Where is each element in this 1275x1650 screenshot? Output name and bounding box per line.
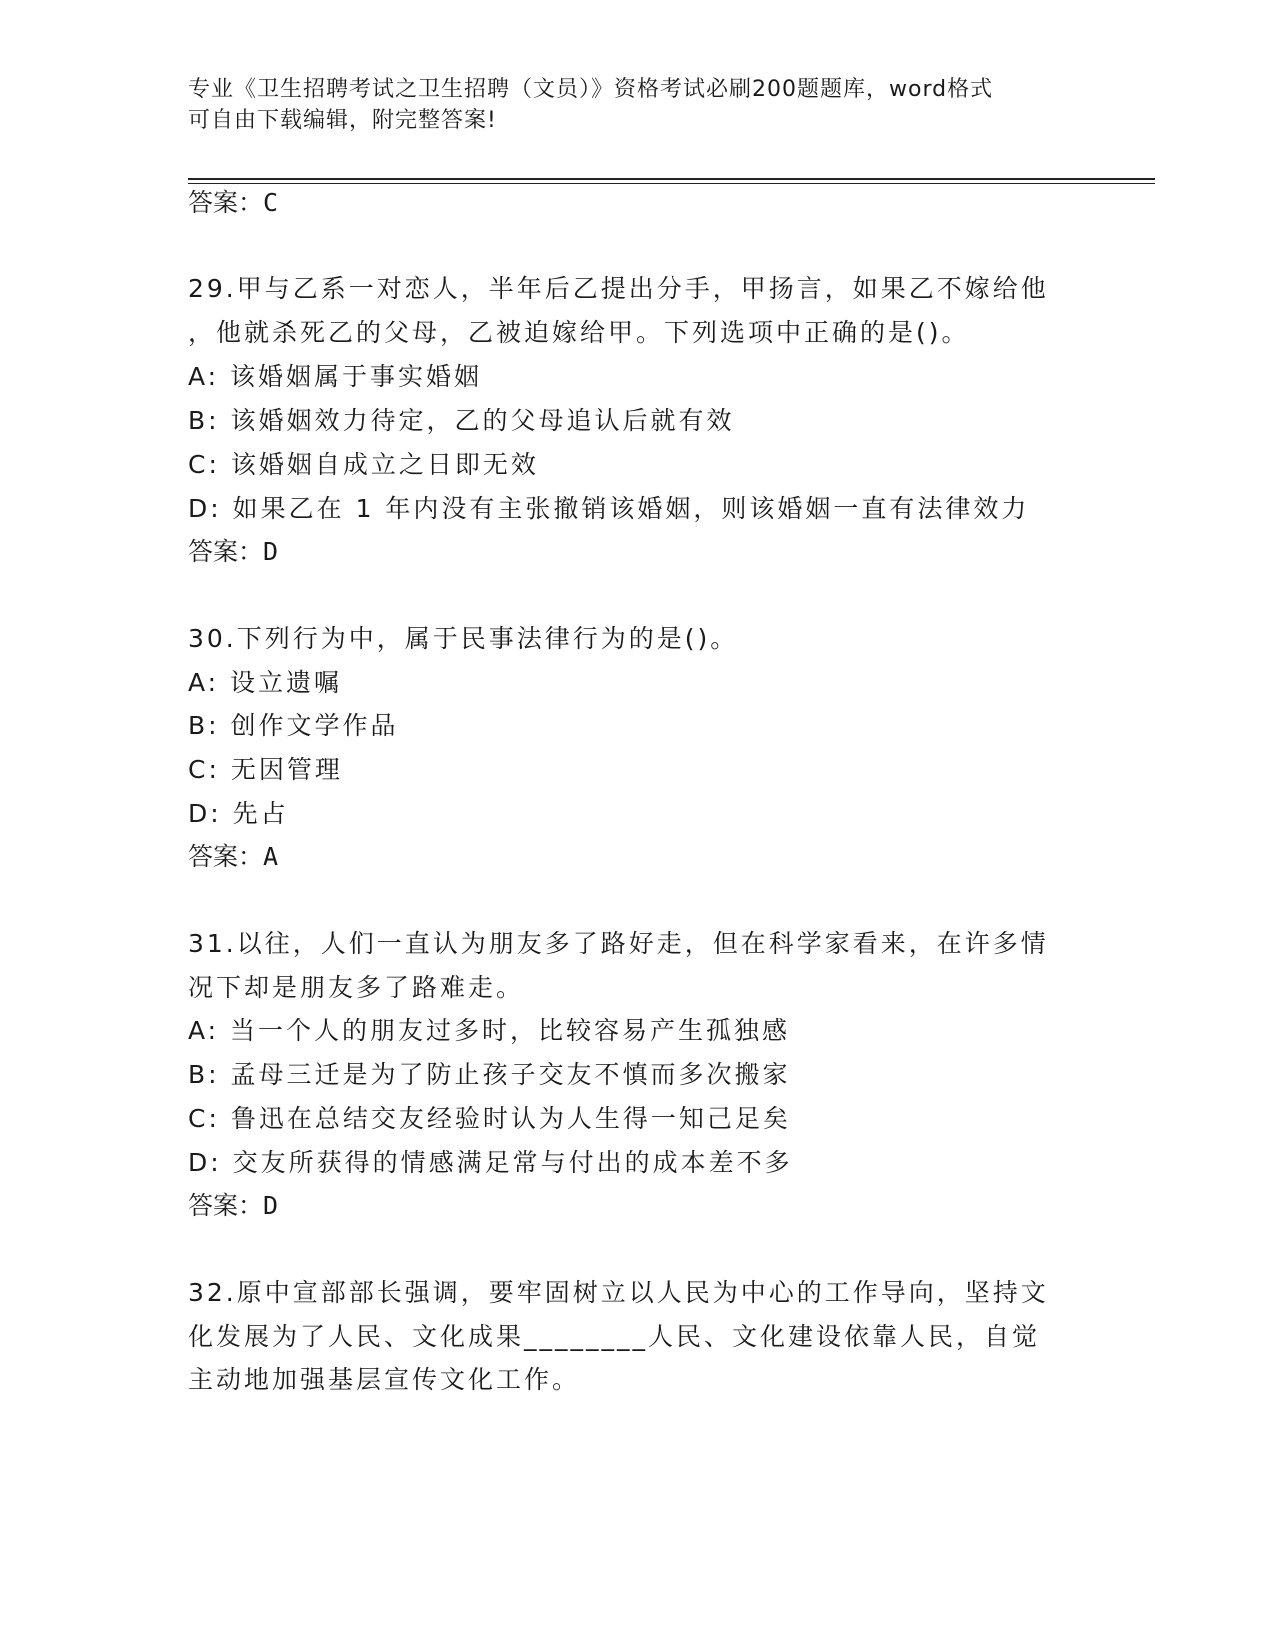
answer-label: 答案： [188,1191,264,1220]
question-option: B: 该婚姻效力待定，乙的父母追认后就有效 [188,406,735,435]
answer-label: 答案： [188,842,264,871]
question-option: D: 如果乙在 1 年内没有主张撤销该婚姻，则该婚姻一直有法律效力 [188,494,1030,523]
answer-value: D [263,1191,279,1220]
answer-line [188,186,278,220]
answer-label: 答案： [188,188,264,217]
question-option: A: 设立遗嘱 [188,668,343,697]
header-divider-thick [188,178,1155,180]
question-option: B: 创作文学作品 [188,711,399,740]
answer-value: C [263,188,279,217]
document-header [188,74,1068,136]
answer-value: D [263,537,279,566]
question-stem-line: 主动地加强基层宣传文化工作。 [188,1365,581,1394]
answer-line [188,840,278,874]
question-option: C: 该婚姻自成立之日即无效 [188,450,539,479]
header-line-1: 专业《卫生招聘考试之卫生招聘（文员）》资格考试必刷200题题库，word格式 [188,77,994,102]
question-stem-line: 31.以往，人们一直认为朋友多了路好走，但在科学家看来，在许多情 [188,929,1049,958]
question-stem-line: 化发展为了人民、文化成果________人民、文化建设依靠人民，自觉 [188,1322,1041,1351]
question-option: A: 当一个人的朋友过多时，比较容易产生孤独感 [188,1016,791,1045]
answer-label: 答案： [188,537,264,566]
question-stem-line: 况下却是朋友多了路难走。 [188,973,525,1002]
header-line-2: 可自由下载编辑，附完整答案! [188,108,497,133]
header-divider-thin [188,183,1155,184]
question-stem-line: 29.甲与乙系一对恋人，半年后乙提出分手，甲扬言，如果乙不嫁给他 [188,274,1049,303]
question-stem-line: ，他就杀死乙的父母，乙被迫嫁给甲。下列选项中正确的是()。 [188,318,970,347]
question-stem-line: 30.下列行为中，属于民事法律行为的是()。 [188,624,739,653]
answer-line [188,535,278,569]
question-option: C: 无因管理 [188,755,343,784]
question-option: D: 交友所获得的情感满足常与付出的成本差不多 [188,1148,793,1177]
answer-value: A [263,842,279,871]
question-stem-line: 32.原中宣部部长强调，要牢固树立以人民为中心的工作导向，坚持文 [188,1278,1049,1307]
question-option: A: 该婚姻属于事实婚姻 [188,362,483,391]
question-option: B: 孟母三迁是为了防止孩子交友不慎而多次搬家 [188,1060,791,1089]
question-option: C: 鲁迅在总结交友经验时认为人生得一知己足矣 [188,1104,791,1133]
question-option: D: 先占 [188,799,289,828]
answer-line [188,1189,278,1223]
